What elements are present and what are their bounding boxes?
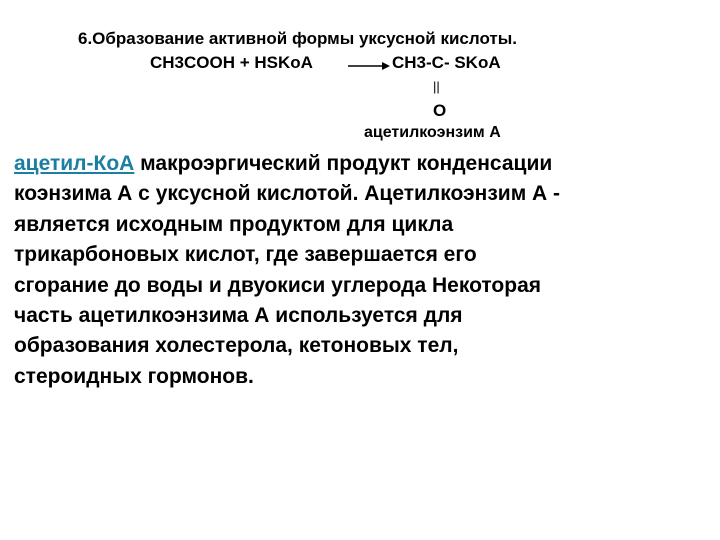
equation-product: CH3-C- SKoA bbox=[392, 53, 501, 72]
paragraph-line-6: часть ацетилкоэнзима А используется для bbox=[14, 304, 463, 328]
reaction-arrow-icon bbox=[348, 60, 390, 72]
product-name: ацетилкоэнзим А bbox=[364, 124, 501, 141]
paragraph-line-4: трикарбоновых кислот, где завершается его bbox=[14, 243, 477, 267]
oxygen-atom: O bbox=[433, 101, 447, 120]
paragraph-line-2: коэнзима А с уксусной кислотой. Ацетилкоэнзим А - bbox=[14, 182, 561, 206]
double-bond-mark: || bbox=[433, 79, 440, 94]
paragraph-line-5: сгорание до воды и двуокиси углерода Некоторая bbox=[14, 273, 541, 297]
term-link[interactable]: ацетил-КоА bbox=[14, 152, 135, 175]
description-paragraph bbox=[14, 149, 714, 392]
paragraph-line-1 bbox=[14, 149, 714, 179]
paragraph-text: макроэргический продукт конденсации bbox=[134, 152, 553, 175]
paragraph-line-3: является исходным продуктом для цикла bbox=[14, 212, 454, 236]
slide-heading: 6.Образование активной формы уксусной кислоты. bbox=[78, 29, 517, 48]
paragraph-line-8: стероидных гормонов. bbox=[14, 364, 254, 388]
equation-reactants: CH3COOH + HSKoA bbox=[150, 53, 313, 72]
paragraph-line-7: образования холестерола, кетоновых тел, bbox=[14, 334, 459, 358]
